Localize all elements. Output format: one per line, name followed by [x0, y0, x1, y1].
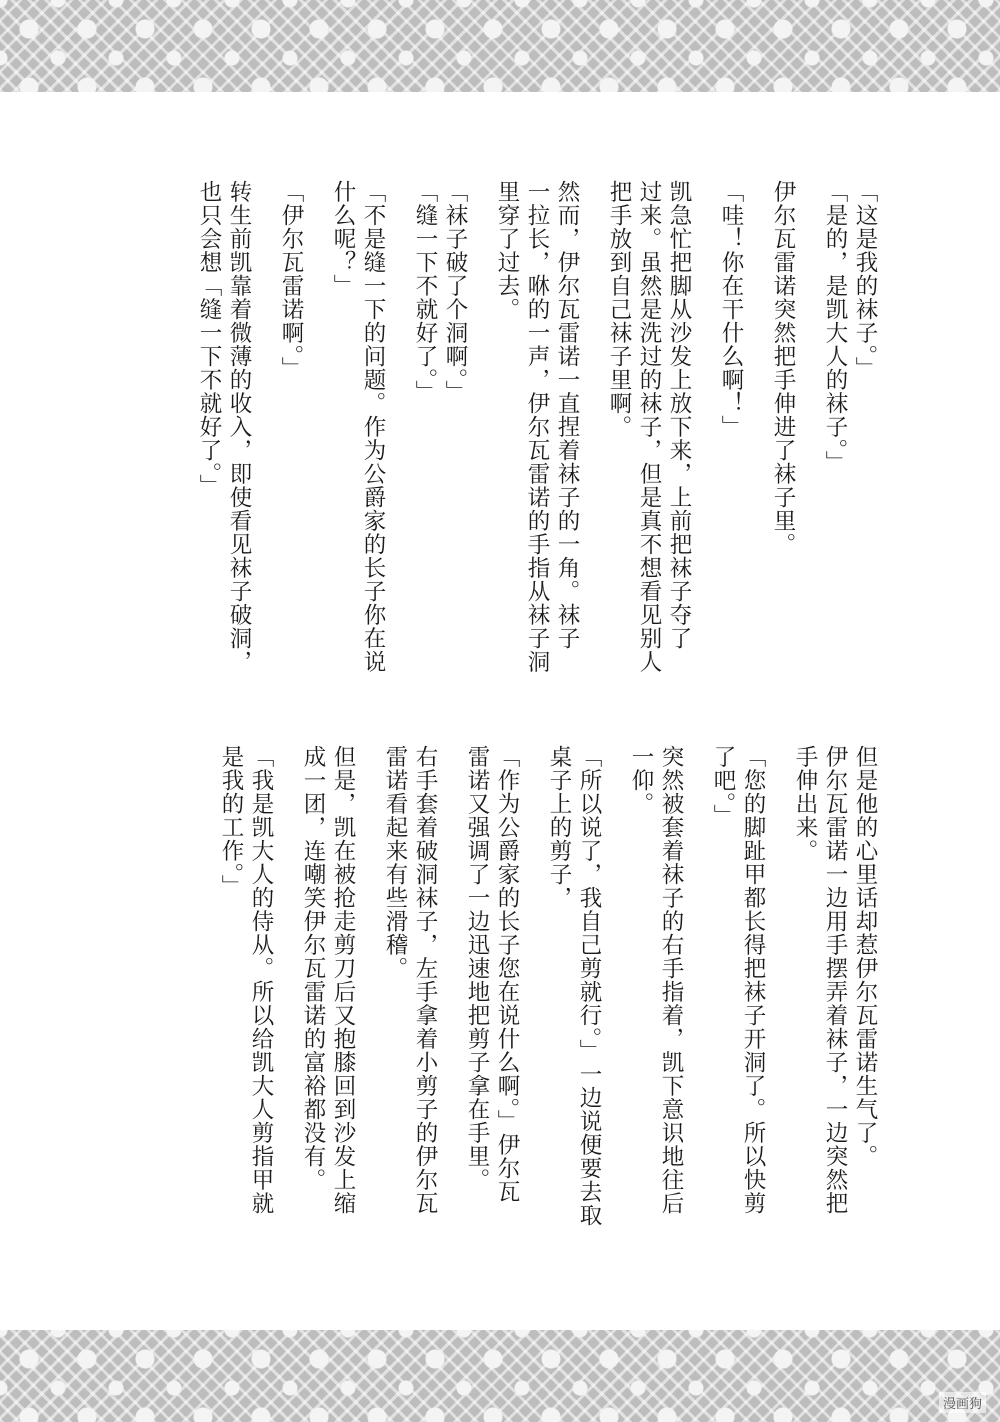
- text-column: 什么呢？」: [330, 180, 356, 298]
- text-column: 「缝一下不就好了。」: [412, 180, 438, 404]
- text-column: 右手套着破洞袜子，左手拿着小剪子的伊尔瓦: [412, 745, 438, 1215]
- text-column: 了吧。」: [710, 745, 736, 828]
- text-block-top: [120, 180, 880, 740]
- text-column: 凯急忙把脚从沙发上放下来，上前把袜子夺了: [666, 180, 692, 650]
- text-column: 「哇！你在干什么啊！」: [718, 180, 744, 439]
- text-column: 「这是我的袜子。」: [852, 180, 878, 381]
- text-column: 桌子上的剪子，: [546, 745, 572, 910]
- text-column: 一仰。: [628, 745, 654, 816]
- watermark: 漫画狗: [939, 1392, 986, 1413]
- text-column: 「所以说了，我自己剪就行。」一边说便要去取: [576, 745, 602, 1228]
- column-gap: [694, 180, 716, 740]
- text-column: 「袜子破了个洞啊。」: [442, 180, 468, 404]
- column-gap: [388, 180, 410, 740]
- column-gap: [746, 180, 768, 740]
- text-column: 伊尔瓦雷诺一边用手摆弄着袜子，一边突然把: [822, 745, 848, 1215]
- text-column: 伊尔瓦雷诺突然把手伸进了袜子里。: [770, 180, 796, 556]
- text-column: 但是他的心里话却惹伊尔瓦雷诺生气了。: [852, 745, 878, 1168]
- text-block-bottom: [120, 745, 880, 1275]
- column-gap: [604, 745, 626, 1275]
- column-gap: [582, 180, 604, 740]
- column-gap: [358, 745, 380, 1275]
- column-gap: [686, 745, 708, 1275]
- text-column: 「伊尔瓦雷诺啊。」: [278, 180, 304, 381]
- text-column: 里穿了过去。: [494, 180, 520, 321]
- column-gap: [768, 745, 790, 1275]
- text-column: 「不是缝一下的问题。作为公爵家的长子你在说: [360, 180, 386, 674]
- column-gap: [440, 745, 462, 1275]
- text-column: 但是，凯在被抢走剪刀后又抱膝回到沙发上缩: [330, 745, 356, 1215]
- text-column: 转生前凯靠着微薄的收入，即使看见袜子破洞，: [226, 180, 252, 674]
- text-column: 「作为公爵家的长子您在说什么啊。」伊尔瓦: [494, 745, 520, 1204]
- text-column: 是我的工作。」: [218, 745, 244, 899]
- column-gap: [798, 180, 820, 740]
- text-column: 把手放到自己袜子里啊。: [606, 180, 632, 439]
- text-column: 「是的，是凯大人的袜子。」: [822, 180, 848, 475]
- decorative-damask-border-bottom: [0, 1330, 1000, 1422]
- column-gap: [470, 180, 492, 740]
- text-column: 「我是凯大人的侍从。所以给凯大人剪指甲就: [248, 745, 274, 1215]
- text-column: 过来。虽然是洗过的袜子，但是真不想看见别人: [636, 180, 662, 674]
- decorative-damask-border-top: [0, 0, 1000, 92]
- text-column: 雷诺看起来有些滑稽。: [382, 745, 408, 980]
- text-column: 成一团，连嘲笑伊尔瓦雷诺的富裕都没有。: [300, 745, 326, 1192]
- text-column: 手伸出来。: [792, 745, 818, 863]
- text-column: 也只会想「缝一下不就好了。」: [196, 180, 222, 498]
- text-column: 「您的脚趾甲都长得把袜子开洞了。所以快剪: [740, 745, 766, 1215]
- text-column: 突然被套着袜子的右手指着，凯下意识地往后: [658, 745, 684, 1215]
- text-column: 雷诺又强调了一边迅速地把剪子拿在手里。: [464, 745, 490, 1192]
- text-column: 然而，伊尔瓦雷诺一直捏着袜子的一角。袜子: [554, 180, 580, 650]
- column-gap: [306, 180, 328, 740]
- column-gap: [276, 745, 298, 1275]
- column-gap: [254, 180, 276, 740]
- column-gap: [522, 745, 544, 1275]
- text-column: 一拉长，咻的一声，伊尔瓦雷诺的手指从袜子洞: [524, 180, 550, 674]
